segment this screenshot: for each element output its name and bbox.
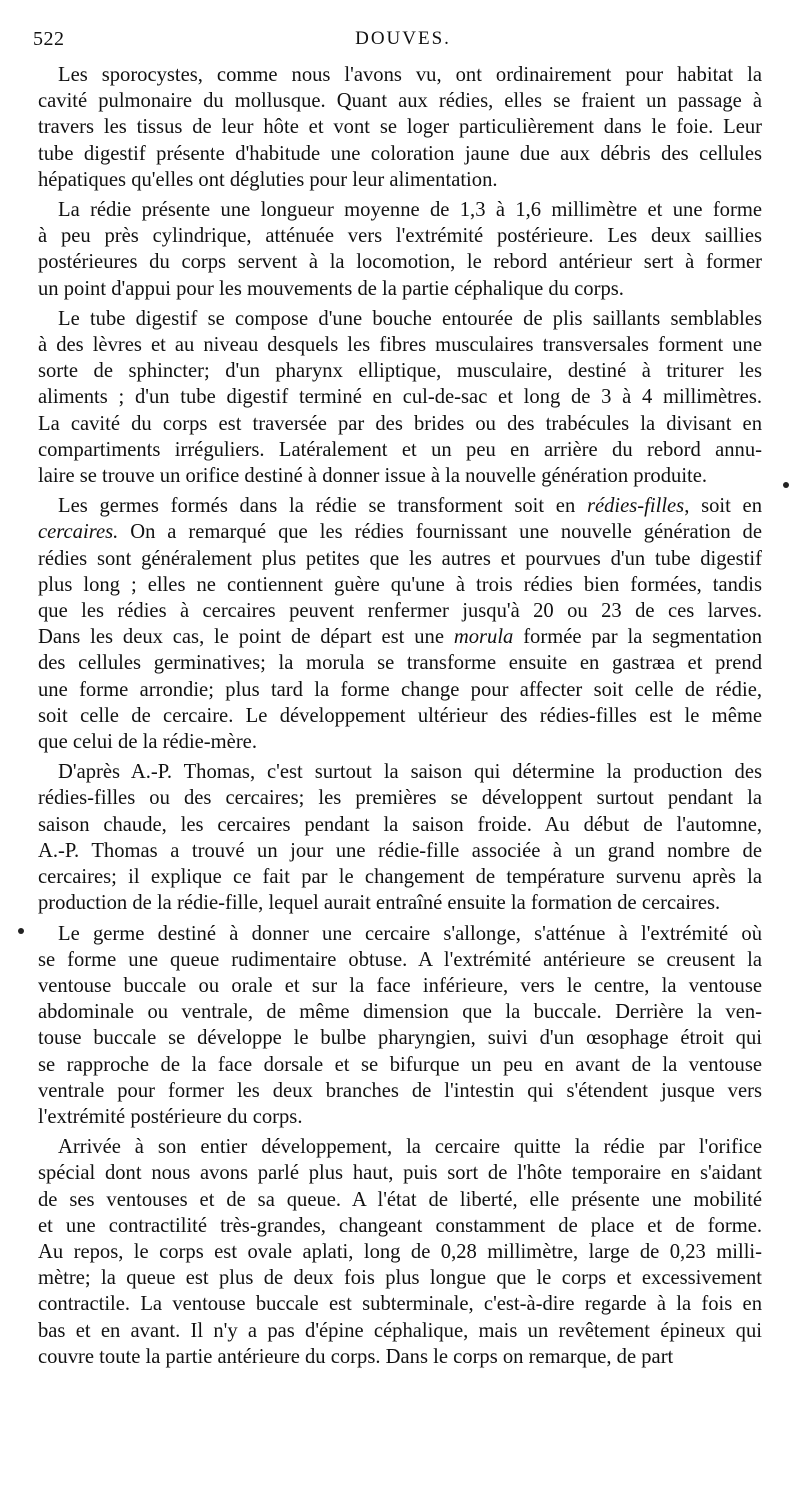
text-line: cercaires; il explique ce fait par le changement de température survenu après la <box>38 866 762 889</box>
body-text <box>38 62 762 1374</box>
paragraph <box>38 759 762 916</box>
text-line: à peu près cylindrique, atténuée vers l'extrémité postérieure. Les deux saillies <box>38 225 762 248</box>
text-line: et une contractilité très-grandes, changeant constamment de place et de forme. <box>38 1214 762 1237</box>
text-line: Les germes formés dans la rédie se transforment soit en rédies-filles, soit en <box>58 495 762 518</box>
paragraph <box>38 62 762 193</box>
text-line: La rédie présente une longueur moyenne de 1,3 à 1,6 millimètre et une forme <box>58 199 762 222</box>
text-line: se forme une queue rudimentaire obtuse. A l'extrémité antérieure se creusent la <box>38 948 762 971</box>
text-line: l'extrémité postérieure du corps. <box>38 1105 303 1128</box>
text-line: touse buccale se développe le bulbe pharyngien, suivi d'un œsophage étroit qui <box>38 1027 762 1050</box>
text-line: plus long ; elles ne contiennent guère qu'une à trois rédies bien formées, tandis <box>38 573 762 596</box>
text-line: à des lèvres et au niveau desquels les fibres musculaires transversales forment une <box>38 334 762 357</box>
text-line: que les rédies à cercaires peuvent renfermer jusqu'à 20 ou 23 de ces larves. <box>38 600 762 623</box>
text-line: A.-P. Thomas a trouvé un jour une rédie-fille associée à un grand nombre de <box>38 839 762 862</box>
page-header <box>33 28 773 58</box>
text-line: D'après A.-P. Thomas, c'est surtout la saison qui détermine la production des <box>58 761 762 784</box>
text-line: une forme arrondie; plus tard la forme change pour affecter soit celle de rédie, <box>38 678 762 701</box>
text-line: hépatiques qu'elles ont dégluties pour leur alimentation. <box>38 168 498 191</box>
text-line: saison chaude, les cercaires pendant la saison froide. Au début de l'automne, <box>38 813 762 836</box>
text-line: Arrivée à son entier développement, la cercaire quitte la rédie par l'orifice <box>58 1136 762 1159</box>
text-line: travers les tissus de leur hôte et vont se loger particulièrement dans le foie. Leur <box>38 116 762 139</box>
text-line: couvre toute la partie antérieure du corps. Dans le corps on remarque, de part <box>38 1345 674 1368</box>
text-line: production de la rédie-fille, lequel aurait entraîné ensuite la formation de cercaires. <box>38 892 721 915</box>
text-line: soit celle de cercaire. Le développement ultérieur des rédies-filles est le même <box>38 704 762 727</box>
text-line: un point d'appui pour les mouvements de la partie céphalique du corps. <box>38 277 624 300</box>
text-line: rédies sont généralement plus petites que les autres et pourvues d'un tube digestif <box>38 547 762 570</box>
text-line: aliments ; d'un tube digestif terminé en cul-de-sac et long de 3 à 4 millimètres. <box>38 386 762 409</box>
text-line: Dans les deux cas, le point de départ est une morula formée par la segmentation <box>38 626 762 649</box>
text-line: compartiments irréguliers. Latéralement et un peu en arrière du rebord annu- <box>38 438 762 461</box>
text-line: abdominale ou ventrale, de même dimension que la buccale. Derrière la ven- <box>38 1001 762 1024</box>
margin-dot-mark <box>18 928 24 934</box>
running-title: DOUVES. <box>355 28 451 49</box>
text-line: rédies-filles ou des cercaires; les premières se développent surtout pendant la <box>38 787 762 810</box>
text-line: Le germe destiné à donner une cercaire s'allonge, s'atténue à l'extrémité où <box>58 922 762 945</box>
text-line: se rapproche de la face dorsale et se bifurque un peu en avant de la ventouse <box>38 1053 762 1076</box>
margin-dot-mark <box>783 482 789 488</box>
text-line: mètre; la queue est plus de deux fois plus longue que le corps et excessivement <box>38 1267 762 1290</box>
paragraph <box>38 306 762 489</box>
text-line: bas et en avant. Il n'y a pas d'épine céphalique, mais un revêtement épineux qui <box>38 1319 762 1342</box>
text-line: tube digestif présente d'habitude une coloration jaune due aux débris des cellules <box>38 142 762 165</box>
text-line: sorte de sphincter; d'un pharynx elliptique, musculaire, destiné à triturer les <box>38 360 762 383</box>
text-line: que celui de la rédie-mère. <box>38 731 257 754</box>
text-line: Le tube digestif se compose d'une bouche entourée de plis saillants semblables <box>58 307 762 330</box>
text-line: Les sporocystes, comme nous l'avons vu, ont ordinairement pour habitat la <box>58 64 762 86</box>
text-line: ventouse buccale ou orale et sur la face inférieure, vers le centre, la ventouse <box>38 974 762 997</box>
text-line: La cavité du corps est traversée par des brides ou des trabécules la divisant en <box>38 412 762 435</box>
paragraph <box>38 197 762 302</box>
page-number: 522 <box>33 28 65 50</box>
text-line: cercaires. On a remarqué que les rédies fournissant une nouvelle génération de <box>38 521 762 544</box>
text-line: ventrale pour former les deux branches de l'intestin qui s'étendent jusque vers <box>38 1079 762 1102</box>
paragraph <box>38 493 762 755</box>
text-line: contractile. La ventouse buccale est subterminale, c'est-à-dire regarde à la fois en <box>38 1293 762 1316</box>
text-line: Au repos, le corps est ovale aplati, long de 0,28 millimètre, large de 0,23 milli- <box>38 1240 762 1263</box>
text-line: des cellules germinatives; la morula se transforme ensuite en gastræa et prend <box>38 652 762 675</box>
text-line: laire se trouve un orifice destiné à donner issue à la nouvelle génération produite. <box>38 465 708 488</box>
text-line: cavité pulmonaire du mollusque. Quant aux rédies, elles se fraient un passage à <box>38 90 762 113</box>
text-line: de ses ventouses et de sa queue. A l'état de liberté, elle présente une mobilité <box>38 1188 762 1211</box>
paragraph <box>38 1134 762 1370</box>
text-line: spécial dont nous avons parlé plus haut, puis sort de l'hôte temporaire en s'aidant <box>38 1162 762 1185</box>
text-line: postérieures du corps servent à la locomotion, le rebord antérieur sert à former <box>38 251 762 274</box>
paragraph <box>38 921 762 1131</box>
